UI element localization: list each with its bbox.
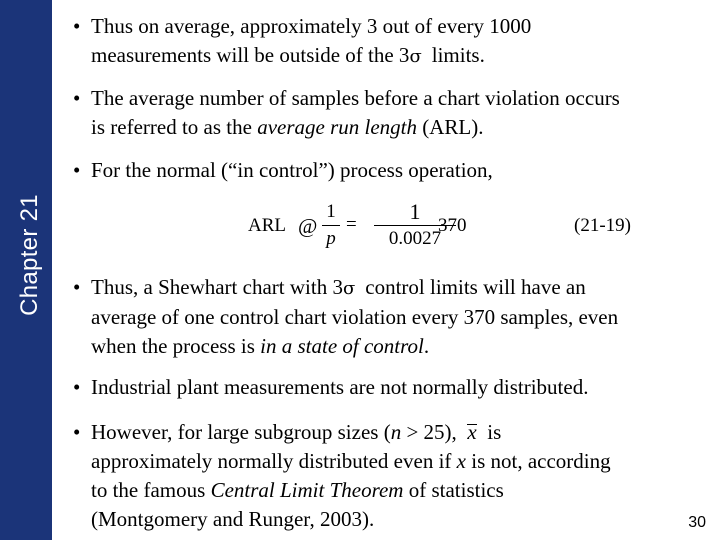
bullet-icon: • xyxy=(73,420,81,444)
equation-approx-symbol: @ xyxy=(298,214,318,238)
page-number: 30 xyxy=(688,514,706,531)
x-bar-symbol: x xyxy=(462,418,482,447)
equation-number: (21-19) xyxy=(574,215,631,236)
variable-n: n xyxy=(390,420,402,444)
sigma-symbol: σ xyxy=(409,46,422,67)
equation-lhs: ARL xyxy=(248,215,286,236)
bullet-text: approximately normally distributed even if xyxy=(91,449,457,473)
chapter-label: Chapter 21 xyxy=(16,194,43,316)
bullet-text: average of one control chart violation every 370 samples, even xyxy=(91,305,619,329)
equation-result: 370 xyxy=(438,215,467,236)
bullet-text: Industrial plant measurements are not normally distributed. xyxy=(91,375,589,399)
bullet-text: . xyxy=(423,334,430,358)
bullet-text: when the process is xyxy=(91,334,261,358)
equation-21-19 xyxy=(248,200,668,256)
equals-sign: = xyxy=(346,214,357,235)
bullet-point xyxy=(73,273,701,361)
emphasis-text: average run length xyxy=(257,115,417,139)
bullet-point xyxy=(73,12,701,71)
bullet-icon: • xyxy=(73,275,81,299)
fraction-1-over-p: 1 p xyxy=(322,200,340,251)
bullet-point xyxy=(73,373,701,402)
bullet-text: For the normal (“in control”) process operation, xyxy=(91,158,493,182)
bullet-text: of statistics xyxy=(403,478,504,502)
bullet-point xyxy=(73,84,701,142)
sidebar xyxy=(0,0,52,540)
emphasis-text: Central Limit Theorem xyxy=(210,478,404,502)
bullet-text: (ARL). xyxy=(416,115,484,139)
bullet-text: Thus on average, approximately 3 out of every 1000 xyxy=(91,14,532,38)
bullet-text: measurements will be outside of the 3 xyxy=(91,43,410,67)
bullet-icon: • xyxy=(73,375,81,399)
bullet-text: control limits will have an xyxy=(365,275,586,299)
bullet-text: is referred to as the xyxy=(91,115,258,139)
bullet-icon: • xyxy=(73,86,81,110)
bullet-point xyxy=(73,156,701,185)
bullet-text: (Montgomery and Runger, 2003). xyxy=(91,507,375,531)
fraction-1-over-0.0027: 1 0.0027 xyxy=(374,200,456,251)
bullet-point xyxy=(73,418,701,534)
variable-x: x xyxy=(456,449,466,473)
bullet-text: is not, according xyxy=(465,449,611,473)
bullet-text: > 25), xyxy=(401,420,463,444)
bullet-icon: • xyxy=(73,14,81,38)
emphasis-text: in a state of control xyxy=(260,334,424,358)
bullet-text: is xyxy=(482,420,502,444)
bullet-text: limits. xyxy=(431,43,485,67)
sigma-symbol: σ xyxy=(342,278,356,299)
bullet-text: However, for large subgroup sizes ( xyxy=(91,420,391,444)
bullet-icon: • xyxy=(73,158,81,182)
bullet-text: The average number of samples before a chart violation occurs xyxy=(91,86,620,110)
bullet-text: Thus, a Shewhart chart with 3 xyxy=(91,275,343,299)
bullet-text: to the famous xyxy=(91,478,211,502)
